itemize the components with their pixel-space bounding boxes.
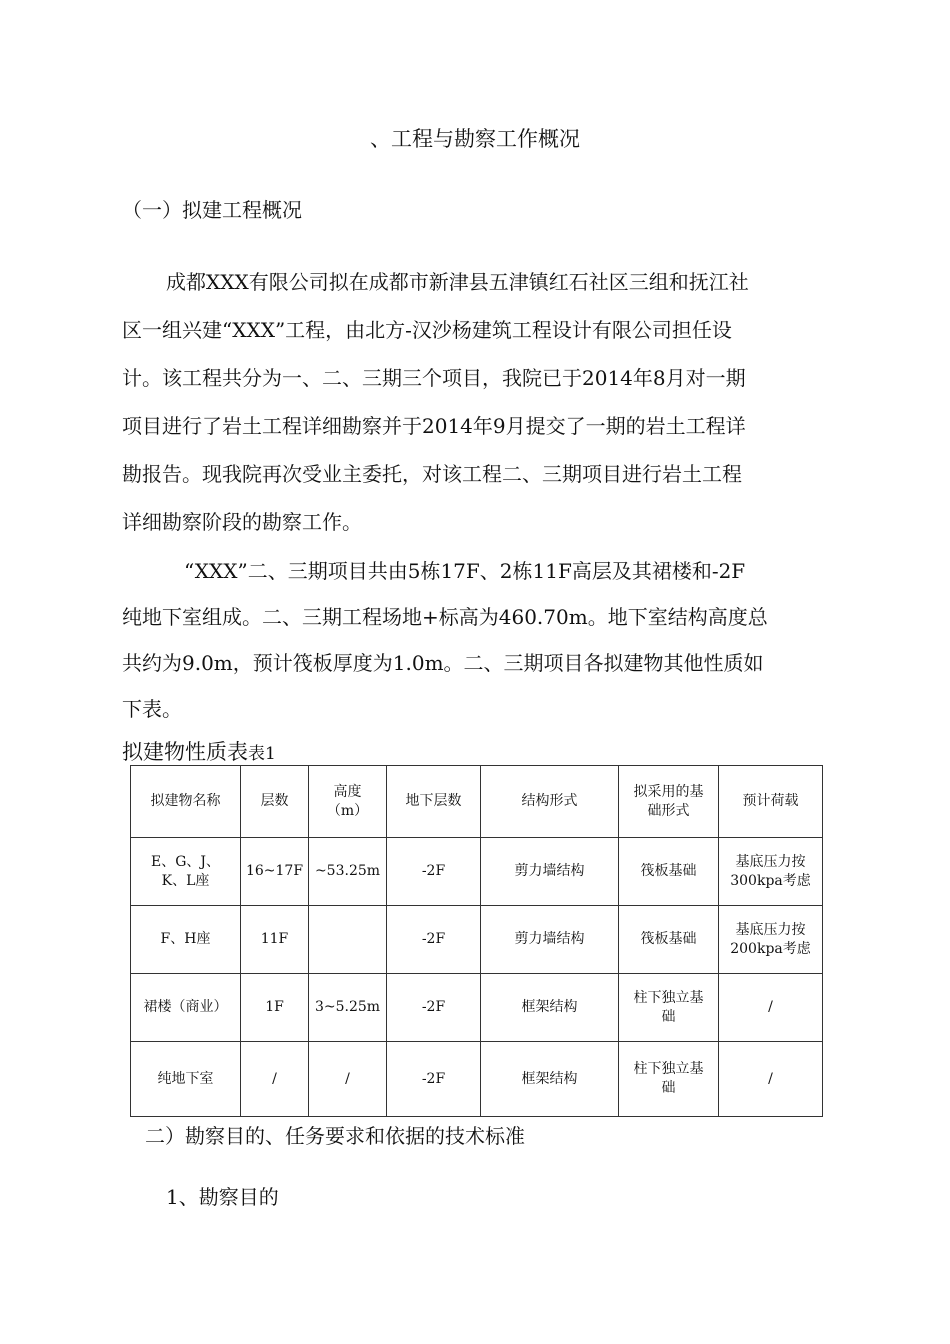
table-cell: F、H座 xyxy=(131,906,241,974)
paragraph-line: 计。该工程共分为一、二、三期三个项目，我院已于2014年8月对一期 xyxy=(122,366,746,390)
table-cell: / xyxy=(241,1042,309,1117)
paragraph-line: 成都XXX有限公司拟在成都市新津县五津镇红石社区三组和抚江社 xyxy=(166,270,749,294)
table-cell: 框架结构 xyxy=(481,974,619,1042)
table-cell: 柱下独立基础 xyxy=(619,974,719,1042)
paragraph-line: 详细勘察阶段的勘察工作。 xyxy=(122,510,362,534)
table-cell: -2F xyxy=(387,974,481,1042)
column-header: 结构形式 xyxy=(481,766,619,838)
table-cell: 剪力墙结构 xyxy=(481,838,619,906)
table-cell: 基底压力按200kpa考虑 xyxy=(719,906,823,974)
paragraph-line: 勘报告。现我院再次受业主委托，对该工程二、三期项目进行岩土工程 xyxy=(122,462,742,486)
page-title: 、工程与勘察工作概况 xyxy=(370,127,580,151)
table-cell xyxy=(309,906,387,974)
table-cell: / xyxy=(719,1042,823,1117)
table-cell: 3~5.25m xyxy=(309,974,387,1042)
paragraph-line: “XXX”二、三期项目共由5栋17F、2栋11F高层及其裙楼和-2F xyxy=(184,559,746,583)
table-cell: -2F xyxy=(387,906,481,974)
table-row xyxy=(131,906,823,974)
table-cell: 框架结构 xyxy=(481,1042,619,1117)
table-cell: 11F xyxy=(241,906,309,974)
table-cell: 基底压力按300kpa考虑 xyxy=(719,838,823,906)
table-cell: / xyxy=(719,974,823,1042)
table-cell: 裙楼（商业） xyxy=(131,974,241,1042)
table-cell: 1F xyxy=(241,974,309,1042)
table-caption-main: 拟建物性质表 xyxy=(122,740,248,764)
table-cell: -2F xyxy=(387,1042,481,1117)
table-row xyxy=(131,974,823,1042)
table-cell: -2F xyxy=(387,838,481,906)
column-header: 地下层数 xyxy=(387,766,481,838)
table-caption-number: 表1 xyxy=(248,744,276,764)
column-header: 层数 xyxy=(241,766,309,838)
column-header: 拟建物名称 xyxy=(131,766,241,838)
table-cell: E、G、J、K、L座 xyxy=(131,838,241,906)
paragraph-line: 区一组兴建“XXX”工程，由北方-汉沙杨建筑工程设计有限公司担任设 xyxy=(122,318,732,342)
table-cell: ~53.25m xyxy=(309,838,387,906)
table-cell: 剪力墙结构 xyxy=(481,906,619,974)
table-cell: 16~17F xyxy=(241,838,309,906)
table-cell: 筏板基础 xyxy=(619,838,719,906)
section-heading-2: 二）勘察目的、任务要求和依据的技术标准 xyxy=(145,1124,525,1148)
table-cell: 筏板基础 xyxy=(619,906,719,974)
table-cell: 纯地下室 xyxy=(131,1042,241,1117)
table-caption xyxy=(122,736,276,766)
column-header: 预计荷载 xyxy=(719,766,823,838)
paragraph-line: 纯地下室组成。二、三期工程场地+标高为460.70m。地下室结构高度总 xyxy=(122,605,768,629)
paragraph-project-scope xyxy=(122,548,822,732)
table-cell: / xyxy=(309,1042,387,1117)
column-header: 拟采用的基础形式 xyxy=(619,766,719,838)
paragraph-line: 下表。 xyxy=(122,697,182,721)
building-properties-table xyxy=(130,765,823,1117)
paragraph-line: 项目进行了岩土工程详细勘察并于2014年9月提交了一期的岩土工程详 xyxy=(122,414,746,438)
paragraph-project-overview xyxy=(122,258,822,546)
table-header-row xyxy=(131,766,823,838)
subsection-heading: 1、勘察目的 xyxy=(166,1185,279,1209)
table-row xyxy=(131,838,823,906)
column-header: 高度（m） xyxy=(309,766,387,838)
section-heading-1: （一）拟建工程概况 xyxy=(122,198,302,222)
table-row xyxy=(131,1042,823,1117)
paragraph-line: 共约为9.0m，预计筏板厚度为1.0m。二、三期项目各拟建物其他性质如 xyxy=(122,651,764,675)
table-cell: 柱下独立基础 xyxy=(619,1042,719,1117)
